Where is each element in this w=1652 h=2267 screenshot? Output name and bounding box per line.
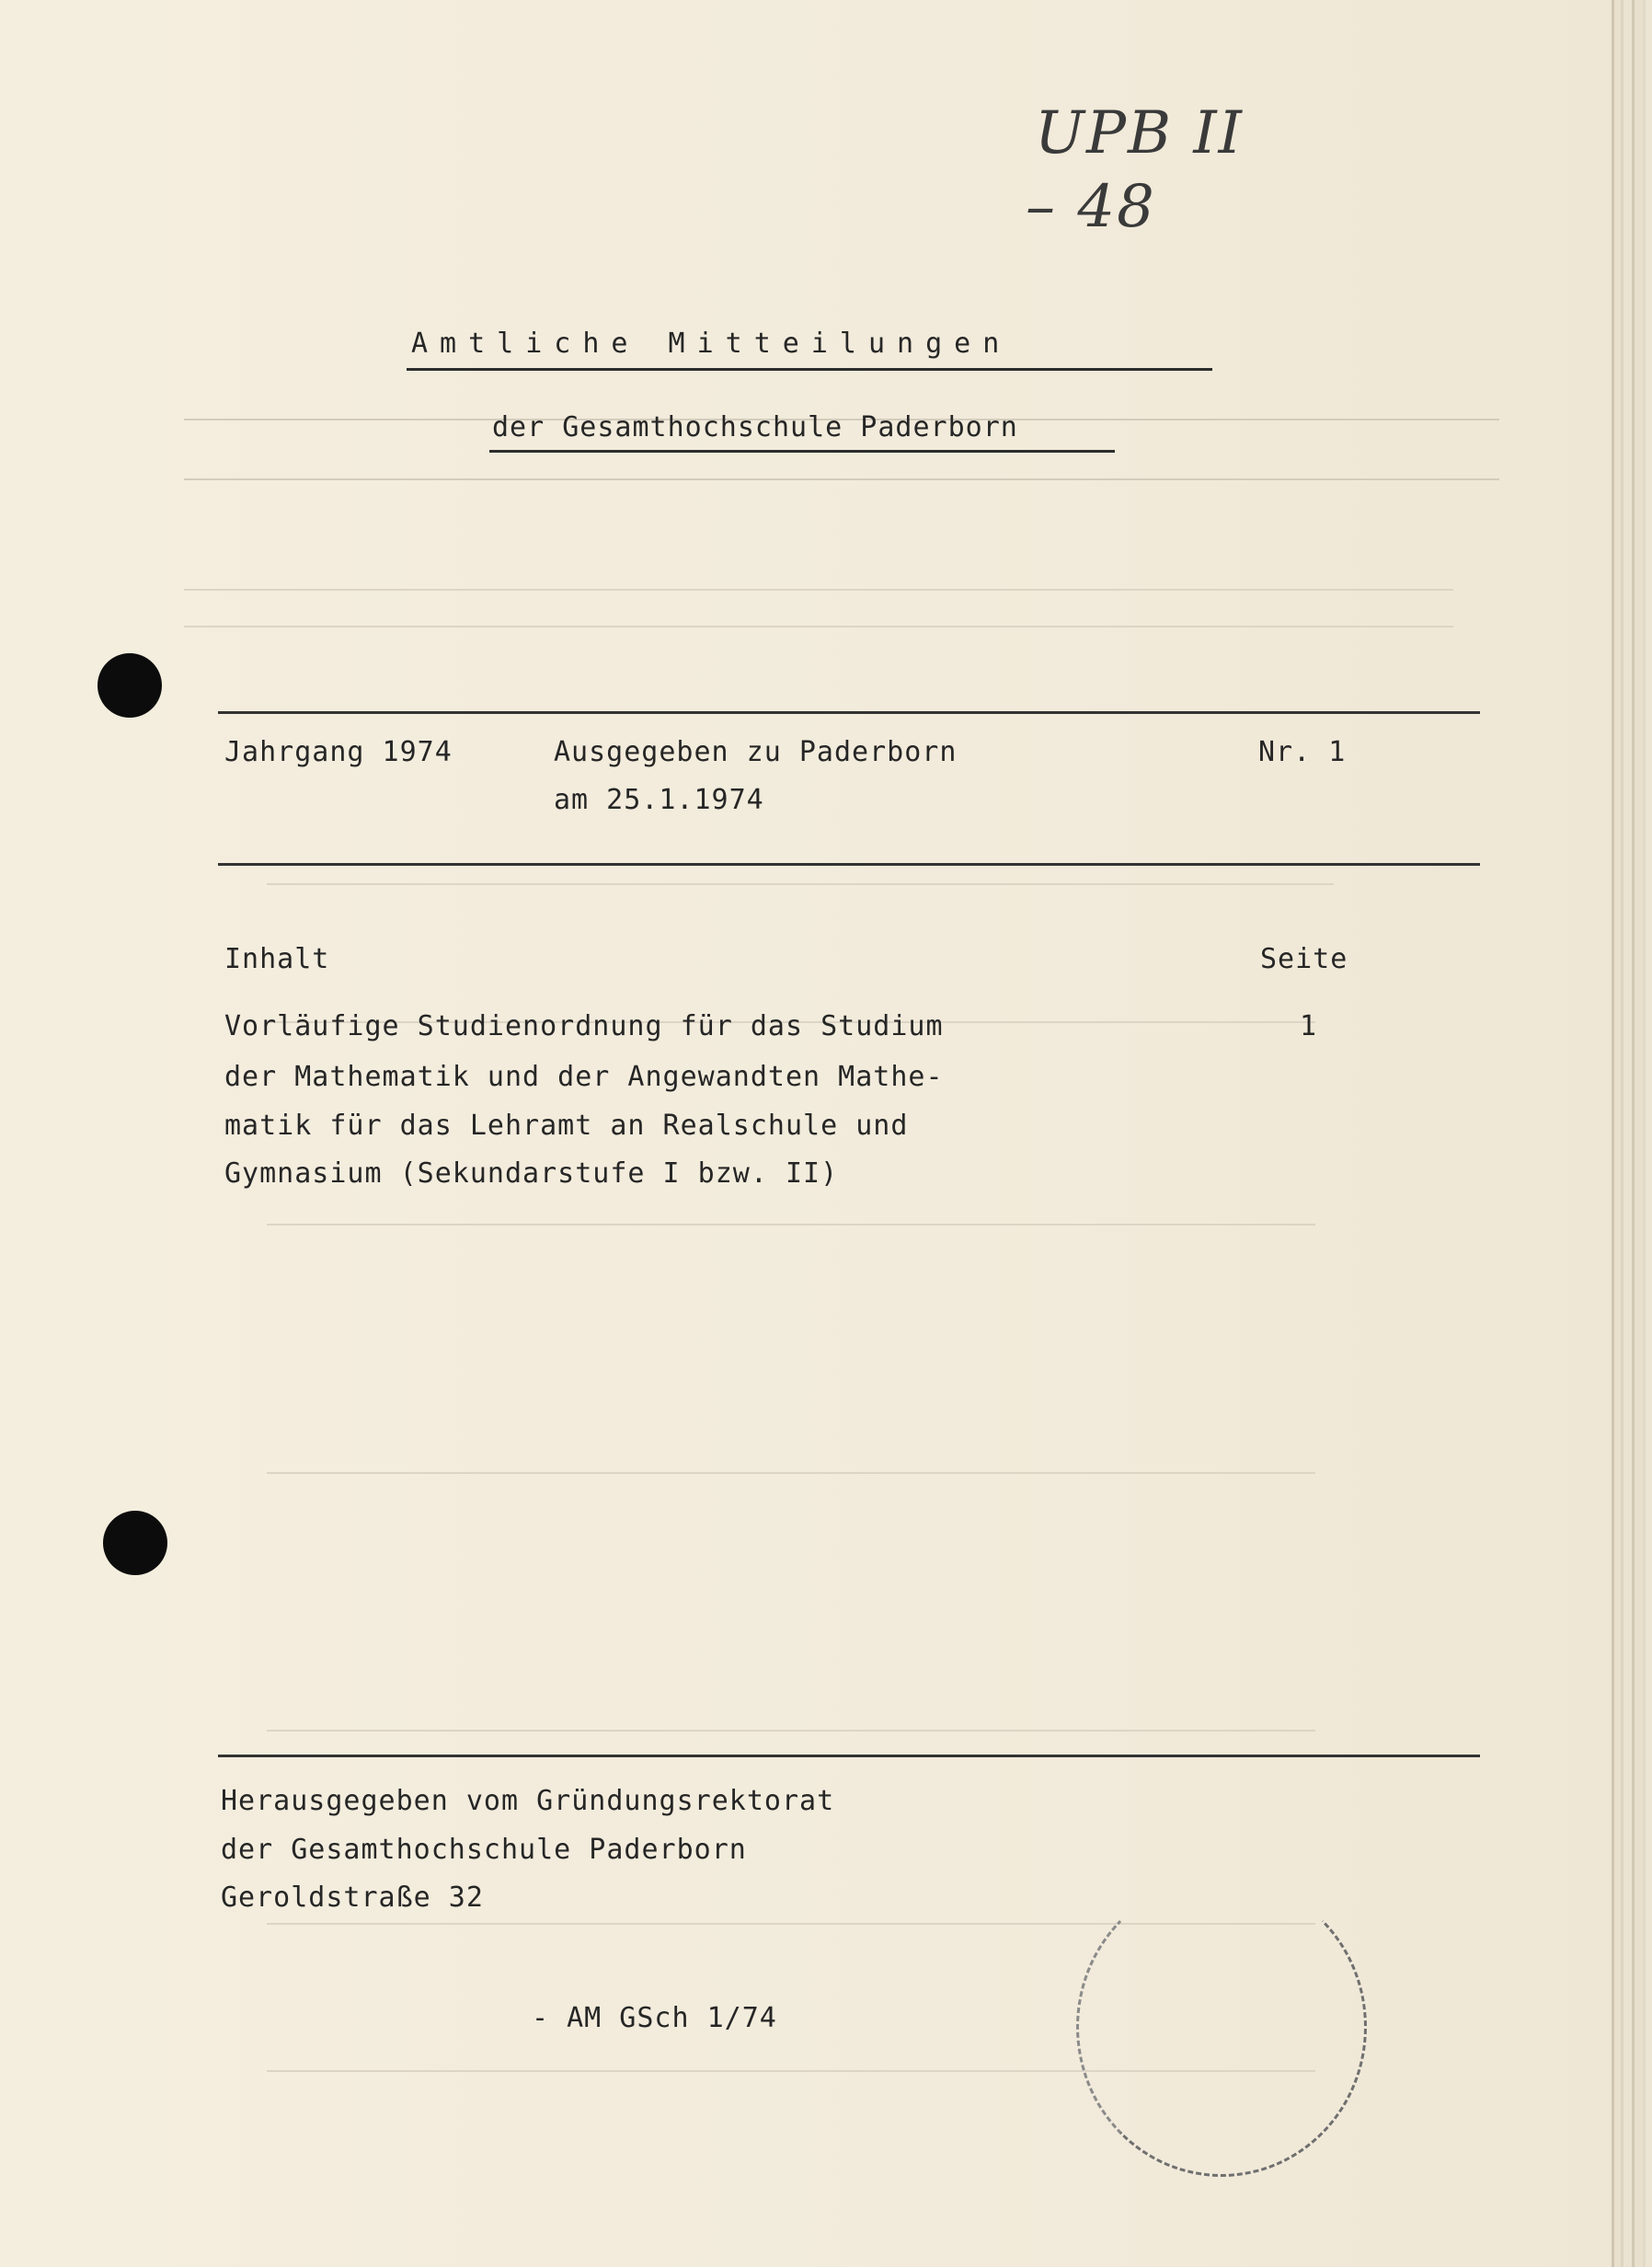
show-through	[184, 589, 1453, 591]
divider	[218, 711, 1480, 714]
show-through	[267, 1730, 1315, 1732]
page-subtitle: der Gesamthochschule Paderborn	[492, 411, 1018, 443]
show-through	[184, 478, 1499, 480]
page-edge-line	[1612, 0, 1614, 2267]
signature-line: UPB II	[1035, 99, 1244, 167]
page-edge	[1646, 0, 1652, 2267]
page-edge-line	[1643, 0, 1646, 2267]
page-edge-line	[1621, 0, 1623, 2267]
page-column-heading: Seite	[1260, 943, 1348, 975]
show-through	[184, 193, 1472, 221]
contents-heading: Inhalt	[224, 943, 330, 975]
publisher-line: der Gesamthochschule Paderborn	[221, 1834, 747, 1866]
issue-place: Ausgegeben zu Paderborn	[554, 736, 958, 768]
signature-line: – 48	[1026, 173, 1156, 241]
publisher-line: Herausgegeben vom Gründungsrektorat	[221, 1785, 835, 1817]
contents-entry-page: 1	[1300, 1010, 1318, 1042]
show-through	[267, 1224, 1315, 1226]
subtitle-underline	[489, 450, 1115, 453]
page-edge	[1635, 0, 1643, 2267]
show-through	[267, 1472, 1315, 1474]
contents-entry-line: Gymnasium (Sekundarstufe I bzw. II)	[224, 1157, 839, 1190]
issue-date: am 25.1.1974	[554, 784, 764, 816]
show-through	[184, 626, 1453, 627]
divider	[218, 863, 1480, 866]
page-edge	[1623, 0, 1632, 2267]
stamp-circle	[1076, 1877, 1367, 2177]
issue-year: Jahrgang 1974	[224, 736, 453, 768]
title-underline	[407, 368, 1212, 371]
contents-entry-line: matik für das Lehramt an Realschule und	[224, 1110, 909, 1142]
page-edge	[1614, 0, 1621, 2267]
publisher-line: Geroldstraße 32	[221, 1881, 484, 1914]
show-through	[267, 883, 1334, 885]
divider	[218, 1755, 1480, 1757]
contents-entry-line: Vorläufige Studienordnung für das Studium	[224, 1010, 944, 1042]
punch-hole	[103, 1511, 167, 1575]
page-title: Amtliche Mitteilungen	[411, 328, 1012, 360]
handwritten-signature	[1026, 97, 1244, 244]
punch-hole	[98, 653, 162, 718]
issue-number: Nr. 1	[1258, 736, 1347, 768]
document-code: - AM GSch 1/74	[532, 2002, 777, 2034]
page-edge-line	[1632, 0, 1635, 2267]
contents-entry-line: der Mathematik und der Angewandten Mathe-	[224, 1061, 944, 1093]
